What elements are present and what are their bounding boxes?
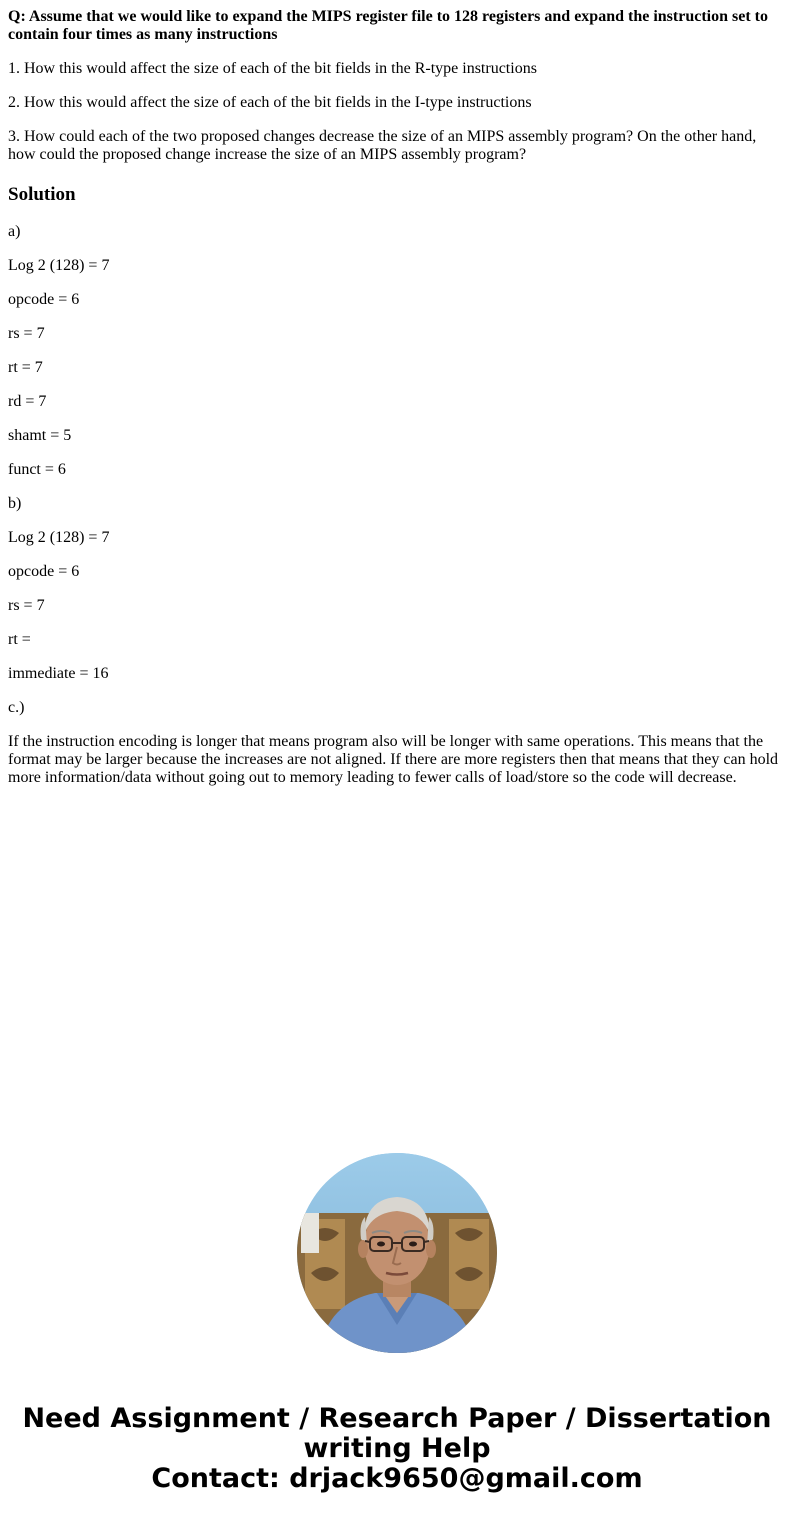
part-a-line: funct = 6 bbox=[8, 461, 66, 478]
question-item-1: 1. How this would affect the size of each of the bit fields in the R-type instructions bbox=[8, 60, 537, 77]
part-c-text: If the instruction encoding is longer that means program also will be longer with same operations. This means that the format may be larger because the increases are not aligned. If there are more registers then that means that they can hold more information/data without going out to memory leading to fewer calls of load/store so the code will decrease. bbox=[8, 733, 779, 786]
part-a-line: rs = 7 bbox=[8, 325, 45, 342]
document-content bbox=[8, 8, 786, 803]
part-a-line: rd = 7 bbox=[8, 393, 47, 410]
cta-line-1: Need Assignment / Research Paper / Dissertation bbox=[22, 1403, 772, 1434]
part-b-line: Log 2 (128) = 7 bbox=[8, 529, 110, 546]
part-b-line: rt = bbox=[8, 631, 31, 648]
part-b-label: b) bbox=[8, 495, 22, 512]
part-c-label: c.) bbox=[8, 699, 25, 716]
cta-contact-line: Contact: drjack9650@gmail.com bbox=[151, 1463, 643, 1494]
question-item-3: 3. How could each of the two proposed changes decrease the size of an MIPS assembly program? On the other hand, how could the proposed change increase the size of an MIPS assembly program? bbox=[8, 128, 757, 163]
solution-heading: Solution bbox=[8, 184, 76, 205]
part-b-line: rs = 7 bbox=[8, 597, 45, 614]
part-a-line: rt = 7 bbox=[8, 359, 43, 376]
part-a-line: opcode = 6 bbox=[8, 291, 80, 308]
footer-avatar-area bbox=[0, 1153, 794, 1353]
part-b-line: opcode = 6 bbox=[8, 563, 80, 580]
cta-line-2: writing Help bbox=[303, 1433, 491, 1464]
question-title: Q: Assume that we would like to expand the MIPS register file to 128 registers and expand the instruction set to contain four times as many instructions bbox=[8, 8, 768, 43]
part-a-label: a) bbox=[8, 223, 21, 240]
part-a-line: shamt = 5 bbox=[8, 427, 72, 444]
question-item-2: 2. How this would affect the size of each of the bit fields in the I-type instructions bbox=[8, 94, 532, 111]
part-b-line: immediate = 16 bbox=[8, 665, 109, 682]
part-a-line: Log 2 (128) = 7 bbox=[8, 257, 110, 274]
contact-banner bbox=[0, 1404, 794, 1494]
person-portrait-icon bbox=[297, 1153, 497, 1353]
portrait-illustration bbox=[297, 1153, 497, 1353]
